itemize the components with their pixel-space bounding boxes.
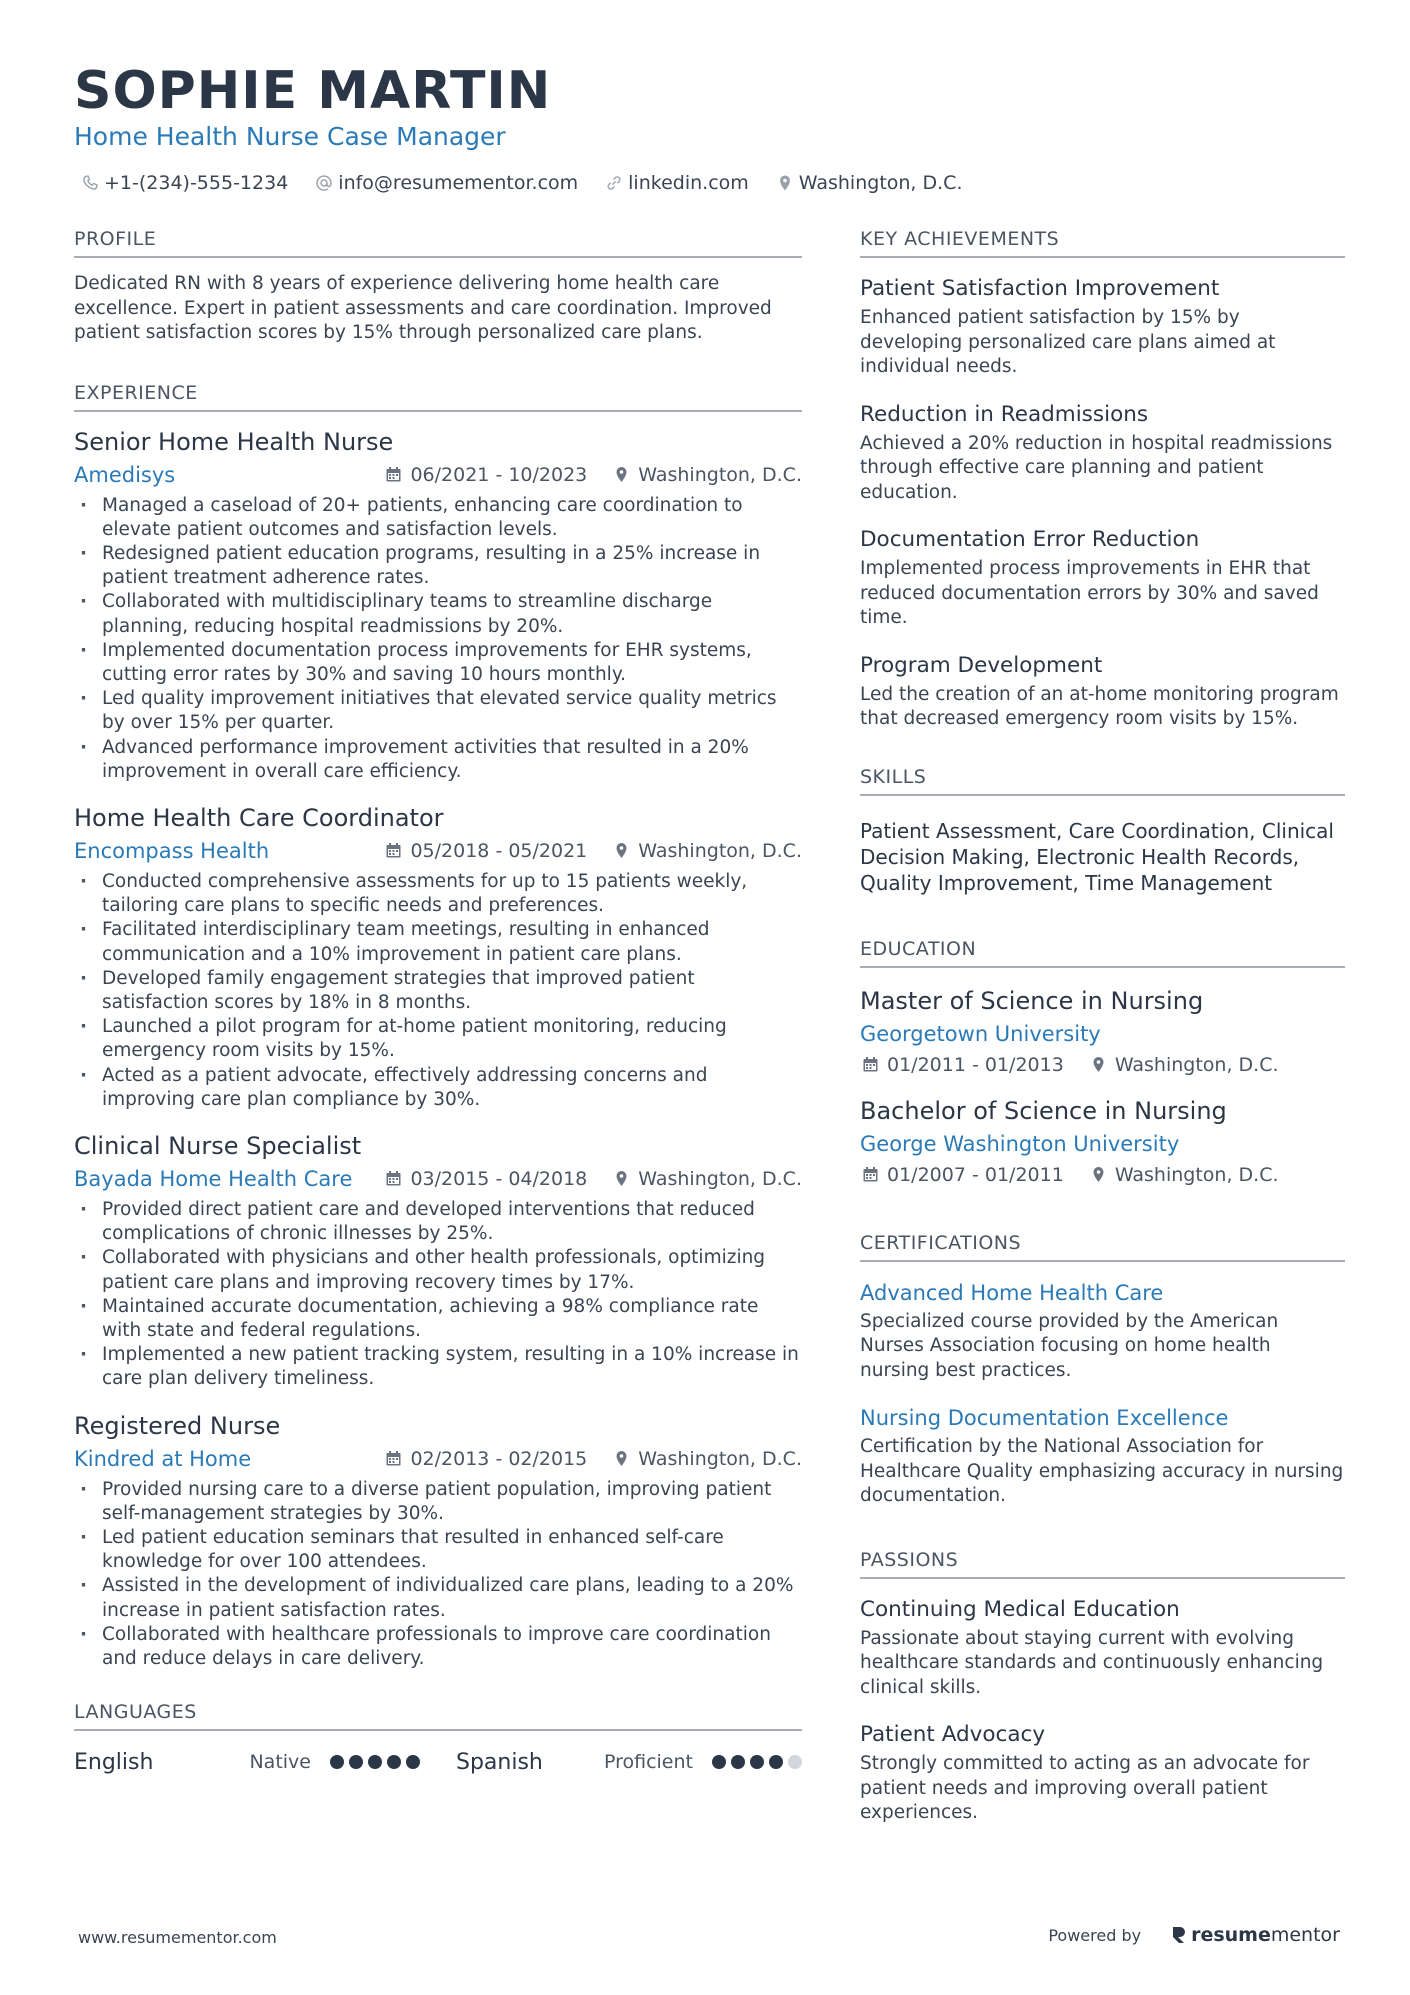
job-dates — [385, 1448, 587, 1470]
job-title: Clinical Nurse Specialist — [74, 1131, 362, 1160]
bullet-item: · Advanced performance improvement activities that resulted in a 20% improvement in overall care efficiency. — [74, 736, 802, 784]
footer-branding — [1048, 1924, 1340, 1946]
language-level: Native — [249, 1751, 311, 1774]
job-entry — [74, 426, 802, 784]
job-meta — [74, 1442, 802, 1476]
job-location-text: Washington, D.C. — [638, 463, 802, 486]
rating-dot — [712, 1755, 726, 1769]
achievement-item — [860, 651, 1345, 732]
education-school[interactable]: George Washington University — [860, 1131, 1180, 1156]
at-icon — [314, 173, 334, 193]
contact-location — [775, 172, 963, 194]
map-pin-icon — [775, 173, 795, 193]
achievements-heading: KEY ACHIEVEMENTS — [860, 224, 1345, 258]
language-rating — [707, 1755, 802, 1769]
bullet-item: · Collaborated with healthcare professionals to improve care coordination and reduce delays in care delivery. — [74, 1623, 802, 1671]
job-entry — [74, 1410, 802, 1672]
calendar-icon — [385, 1450, 402, 1467]
passion-item — [860, 1595, 1345, 1701]
achievement-desc: Led the creation of an at-home monitoring program that decreased emergency room visits by 15%. — [860, 683, 1339, 729]
calendar-icon — [385, 1170, 402, 1187]
job-entry — [74, 802, 802, 1112]
contact-location-text: Washington, D.C. — [798, 172, 963, 194]
certification-title[interactable]: Advanced Home Health Care — [860, 1280, 1164, 1305]
brand-name-rest: mentor — [1270, 1924, 1340, 1946]
bullet-item: · Implemented a new patient tracking system, resulting in a 10% increase in care plan delivery timeliness. — [74, 1343, 802, 1391]
achievement-item — [860, 525, 1345, 631]
job-location — [613, 1168, 802, 1190]
certifications-section — [860, 1228, 1345, 1509]
bullet-item: · Conducted comprehensive assessments for up to 15 patients weekly, tailoring care plans to specific needs and preferences. — [74, 870, 802, 918]
footer-website[interactable]: www.resumementor.com — [78, 1928, 277, 1947]
certifications-list — [860, 1278, 1345, 1509]
candidate-title: Home Health Nurse Case Manager — [74, 122, 506, 151]
job-location — [613, 1448, 802, 1470]
bullet-item: · Redesigned patient education programs, resulting in a 25% increase in patient treatment adherence rates. — [74, 542, 802, 590]
profile-section — [74, 224, 802, 346]
education-list — [860, 984, 1345, 1190]
education-location — [1090, 1054, 1279, 1076]
jobs-list — [74, 426, 802, 1672]
education-meta — [860, 1050, 1345, 1080]
rating-dot — [731, 1755, 745, 1769]
bullet-item: · Assisted in the development of individualized care plans, leading to a 20% increase in patient satisfaction rates. — [74, 1574, 802, 1622]
map-pin-icon — [613, 466, 630, 483]
job-meta — [74, 458, 802, 492]
job-location — [613, 840, 802, 862]
job-location-text: Washington, D.C. — [638, 839, 802, 862]
job-dates-text: 02/2013 - 02/2015 — [410, 1447, 588, 1470]
contact-phone-text: +1-(234)-555-1234 — [104, 172, 289, 194]
achievement-item — [860, 400, 1345, 506]
bullet-item: · Implemented documentation process improvements for EHR systems, cutting error rates by 30% and saving 10 hours monthly. — [74, 639, 802, 687]
bullet-item: · Collaborated with multidisciplinary teams to streamline discharge planning, reducing hospital readmissions by 20%. — [74, 590, 802, 638]
education-location-text: Washington, D.C. — [1114, 1163, 1279, 1186]
education-dates — [862, 1054, 1064, 1076]
job-meta — [74, 834, 802, 868]
education-school[interactable]: Georgetown University — [860, 1021, 1101, 1046]
job-dates-text: 06/2021 - 10/2023 — [410, 463, 588, 486]
language-item — [456, 1750, 802, 1775]
rating-dot — [349, 1755, 363, 1769]
job-title: Home Health Care Coordinator — [74, 803, 444, 832]
achievement-item — [860, 274, 1345, 380]
contact-linkedin-text: linkedin.com — [628, 172, 749, 194]
map-pin-icon — [1090, 1056, 1107, 1073]
education-dates-text: 01/2007 - 01/2011 — [887, 1163, 1064, 1186]
certification-title[interactable]: Nursing Documentation Excellence — [860, 1406, 1229, 1430]
bullet-item: · Led patient education seminars that resulted in enhanced self-care knowledge for over 100 attendees. — [74, 1526, 802, 1574]
map-pin-icon — [613, 842, 630, 859]
company-name[interactable]: Kindred at Home — [74, 1446, 252, 1471]
achievement-desc: Implemented process improvements in EHR that reduced documentation errors by 30% and saved time. — [860, 558, 1319, 628]
profile-text: Dedicated RN with 8 years of experience delivering home health care excellence. Expert in patient assessments and care coordination. Improved patient satisfaction scores by 15% through personalized care plans. — [74, 273, 772, 343]
bullet-item: · Provided nursing care to a diverse patient population, improving patient self-management strategies by 30%. — [74, 1478, 802, 1526]
job-meta — [74, 1162, 802, 1196]
rating-dot — [368, 1755, 382, 1769]
resumementor-logo-icon — [1171, 1925, 1187, 1945]
right-column — [860, 224, 1345, 1858]
passion-title: Patient Advocacy — [860, 1722, 1046, 1747]
education-dates-text: 01/2011 - 01/2013 — [887, 1053, 1064, 1076]
job-title: Registered Nurse — [74, 1411, 281, 1440]
link-icon — [604, 173, 624, 193]
job-bullets — [74, 1198, 802, 1392]
education-item — [860, 984, 1345, 1080]
skills-section — [860, 762, 1345, 896]
skills-heading: SKILLS — [860, 762, 1345, 796]
map-pin-icon — [613, 1450, 630, 1467]
certifications-heading: CERTIFICATIONS — [860, 1228, 1345, 1262]
education-degree: Master of Science in Nursing — [860, 986, 1204, 1015]
left-column — [74, 224, 802, 1811]
job-bullets — [74, 1478, 802, 1672]
achievement-title: Patient Satisfaction Improvement — [860, 276, 1220, 301]
certification-desc: Specialized course provided by the American Nurses Association focusing on home health nursing best practices. — [860, 1310, 1279, 1381]
language-name: English — [74, 1749, 154, 1775]
education-degree: Bachelor of Science in Nursing — [860, 1096, 1227, 1125]
bullet-item: · Managed a caseload of 20+ patients, enhancing care coordination to elevate patient outcomes and satisfaction levels. — [74, 494, 802, 542]
job-entry — [74, 1130, 802, 1392]
job-dates-text: 03/2015 - 04/2018 — [410, 1167, 588, 1190]
phone-icon — [80, 173, 100, 193]
passion-desc: Strongly committed to acting as an advocate for patient needs and improving overall patient experiences. — [860, 1753, 1310, 1823]
company-name[interactable]: Bayada Home Health Care — [74, 1166, 353, 1191]
bullet-item: · Provided direct patient care and developed interventions that reduced complications of chronic illnesses by 25%. — [74, 1198, 802, 1246]
job-dates — [385, 1168, 587, 1190]
brand-name-bold: resume — [1191, 1924, 1271, 1946]
passions-list — [860, 1595, 1345, 1826]
education-heading: EDUCATION — [860, 934, 1345, 968]
job-location-text: Washington, D.C. — [638, 1447, 802, 1470]
contact-bar — [80, 168, 989, 198]
calendar-icon — [862, 1166, 879, 1183]
education-section — [860, 934, 1345, 1190]
achievements-list — [860, 274, 1345, 732]
certification-item — [860, 1403, 1345, 1509]
bullet-item: · Led quality improvement initiatives that elevated service quality metrics by over 15% per quarter. — [74, 687, 802, 735]
profile-heading: PROFILE — [74, 224, 802, 258]
education-location — [1090, 1164, 1279, 1186]
passions-heading: PASSIONS — [860, 1545, 1345, 1579]
bullet-item: · Developed family engagement strategies that improved patient satisfaction scores by 18% in 8 months. — [74, 967, 802, 1015]
job-dates-text: 05/2018 - 05/2021 — [410, 839, 588, 862]
achievement-desc: Enhanced patient satisfaction by 15% by developing personalized care plans aimed at individual needs. — [860, 307, 1276, 377]
passion-item — [860, 1720, 1345, 1826]
candidate-name: SOPHIE MARTIN — [74, 61, 552, 121]
contact-email-text: info@resumementor.com — [338, 172, 579, 194]
language-name: Spanish — [456, 1749, 543, 1775]
company-name[interactable]: Amedisys — [74, 462, 176, 487]
calendar-icon — [385, 466, 402, 483]
bullet-item: · Launched a pilot program for at-home patient monitoring, reducing emergency room visits by 15%. — [74, 1015, 802, 1063]
map-pin-icon — [613, 1170, 630, 1187]
passion-title: Continuing Medical Education — [860, 1596, 1180, 1622]
contact-email[interactable] — [314, 172, 578, 194]
achievement-title: Reduction in Readmissions — [860, 401, 1149, 427]
contact-phone[interactable] — [80, 172, 288, 194]
calendar-icon — [385, 842, 402, 859]
language-level: Proficient — [603, 1751, 693, 1774]
experience-section — [74, 378, 802, 1672]
rating-dot — [406, 1755, 420, 1769]
experience-heading: EXPERIENCE — [74, 378, 802, 412]
map-pin-icon — [1090, 1166, 1107, 1183]
languages-section — [74, 1697, 802, 1779]
job-bullets — [74, 870, 802, 1112]
rating-dot — [330, 1755, 344, 1769]
education-meta — [860, 1160, 1345, 1190]
achievements-section — [860, 224, 1345, 732]
achievement-title: Program Development — [860, 652, 1103, 678]
job-dates — [385, 840, 587, 862]
rating-dot — [387, 1755, 401, 1769]
language-rating — [325, 1755, 420, 1769]
languages-list — [74, 1745, 802, 1779]
bullet-item: · Maintained accurate documentation, achieving a 98% compliance rate with state and federal regulations. — [74, 1295, 802, 1343]
bullet-item: · Acted as a patient advocate, effectively addressing concerns and improving care plan compliance by 30%. — [74, 1064, 802, 1112]
job-location-text: Washington, D.C. — [638, 1167, 802, 1190]
certification-item — [860, 1278, 1345, 1384]
brand-logo[interactable] — [1171, 1924, 1340, 1946]
calendar-icon — [862, 1056, 879, 1073]
education-dates — [862, 1164, 1064, 1186]
achievement-desc: Achieved a 20% reduction in hospital readmissions through effective care planning and patient education. — [860, 432, 1333, 503]
achievement-title: Documentation Error Reduction — [860, 527, 1200, 552]
rating-dot — [750, 1755, 764, 1769]
education-item — [860, 1094, 1345, 1190]
certification-desc: Certification by the National Association for Healthcare Quality emphasizing accuracy in nursing documentation. — [860, 1436, 1344, 1506]
skills-text: Patient Assessment, Care Coordination, Clinical Decision Making, Electronic Health Records, Quality Improvement, Time Management — [860, 818, 1334, 895]
passions-section — [860, 1545, 1345, 1826]
language-item — [74, 1750, 420, 1775]
powered-by-label: Powered by — [1048, 1925, 1142, 1945]
education-location-text: Washington, D.C. — [1114, 1053, 1279, 1076]
bullet-item: · Collaborated with physicians and other health professionals, optimizing patient care plans and improving recovery times by 17%. — [74, 1246, 802, 1294]
job-location — [613, 464, 802, 486]
company-name[interactable]: Encompass Health — [74, 838, 270, 863]
job-dates — [385, 464, 587, 486]
languages-heading: LANGUAGES — [74, 1697, 802, 1731]
contact-linkedin[interactable] — [604, 172, 749, 194]
job-bullets — [74, 494, 802, 784]
job-title: Senior Home Health Nurse — [74, 427, 394, 456]
rating-dot — [769, 1755, 783, 1769]
bullet-item: · Facilitated interdisciplinary team meetings, resulting in enhanced communication and a 10% improvement in patient care plans. — [74, 918, 802, 966]
rating-dot — [788, 1755, 802, 1769]
passion-desc: Passionate about staying current with evolving healthcare standards and continuously enhancing clinical skills. — [860, 1627, 1324, 1698]
